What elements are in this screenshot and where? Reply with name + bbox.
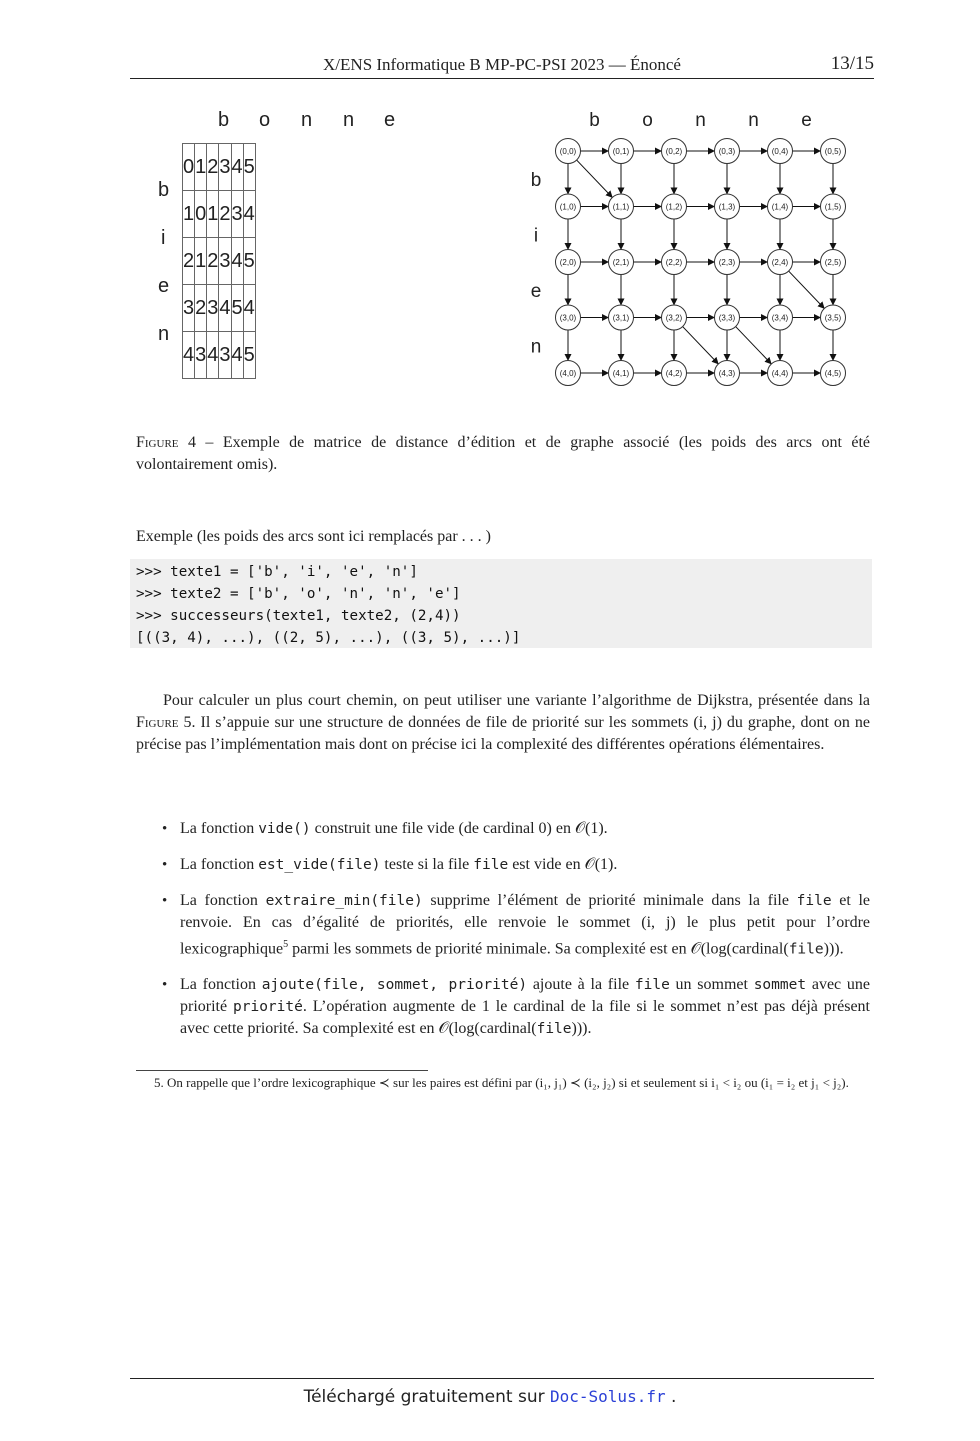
- paragraph-text: Pour calculer un plus court chemin, on peut utiliser une variante l’algorithme de Dijkstra, présentée dans la: [163, 692, 870, 709]
- matrix-row: [183, 238, 256, 285]
- graph-node-label: (1,2): [665, 202, 683, 212]
- graph-node: [609, 139, 634, 164]
- graph-node: [609, 361, 634, 386]
- graph-node-label: (2,5): [824, 258, 842, 267]
- graph-row-letter: i: [533, 225, 539, 247]
- item-text: ))).: [823, 940, 844, 958]
- graph-node-label: (0,3): [718, 147, 736, 156]
- item-text: . L’opération augmente de 1 le cardinal de la file si le sommet n’est pas déjà présent avec cette priorité. Sa complexité est en 𝒪(log(cardinal(: [180, 998, 871, 1038]
- code-line: >>> texte2 = ['b', 'o', 'n', 'n', 'e']: [136, 586, 461, 602]
- graph-node: [609, 305, 634, 330]
- header-title: X/ENS Informatique B MP-PC-PSI 2023 — Énoncé: [323, 55, 681, 74]
- matrix-row-letter: i: [161, 227, 166, 249]
- matrix-cell: 4: [219, 285, 231, 332]
- figure-label: Figure 4: [136, 434, 196, 451]
- matrix-col-letter: o: [259, 109, 271, 131]
- code-line: >>> successeurs(texte1, texte2, (2,4)): [136, 608, 461, 624]
- matrix-col-letter: n: [343, 109, 355, 131]
- inline-code: file: [788, 941, 824, 958]
- graph-node-label: (4,0): [559, 369, 577, 378]
- matrix-cell: 1: [195, 144, 207, 191]
- code-block: [130, 559, 872, 648]
- graph-node: [715, 139, 740, 164]
- item-text: construit une file vide (de cardinal 0) en 𝒪(1).: [310, 820, 608, 837]
- graph-node-label: (4,1): [612, 369, 630, 378]
- matrix-row: [183, 144, 256, 191]
- inline-code: sommet: [753, 977, 807, 994]
- matrix-row-letter: n: [158, 323, 170, 345]
- matrix-cell: 4: [183, 332, 195, 379]
- body-paragraph: [136, 690, 870, 756]
- matrix-cell: 3: [219, 332, 231, 379]
- list-item: [180, 818, 870, 840]
- code-line: >>> texte1 = ['b', 'i', 'e', 'n']: [136, 564, 418, 580]
- page-header: [130, 52, 874, 79]
- matrix-cell: 3: [195, 332, 207, 379]
- graph-node: [662, 139, 687, 164]
- item-text: teste si la file: [380, 856, 474, 873]
- graph-col-letter: o: [642, 110, 653, 131]
- graph-col-letter: n: [748, 110, 759, 131]
- footnote-marker: 5: [283, 939, 289, 950]
- matrix-row: [183, 332, 256, 379]
- graph-col-letter: e: [801, 110, 812, 131]
- matrix-cell: 1: [195, 238, 207, 285]
- graph-node: [662, 361, 687, 386]
- example-intro: Exemple (les poids des arcs sont ici remplacés par . . . ): [136, 528, 491, 545]
- graph-node-label: (4,5): [824, 369, 842, 378]
- graph-node-label: (3,4): [771, 313, 789, 323]
- graph-node: [662, 250, 687, 275]
- matrix-cell: 0: [183, 144, 195, 191]
- item-text: est vide en 𝒪(1).: [508, 856, 618, 873]
- matrix-cell: 4: [231, 144, 243, 191]
- graph-node-label: (1,1): [612, 202, 630, 212]
- item-text: La fonction: [180, 820, 259, 837]
- list-item: [180, 854, 870, 876]
- matrix-cell: 2: [219, 191, 231, 238]
- graph-node-label: (2,4): [771, 258, 789, 267]
- graph-node: [715, 250, 740, 275]
- graph-row-letter: e: [530, 280, 542, 302]
- graph-node: [768, 361, 793, 386]
- graph-col-letter: b: [589, 110, 600, 131]
- list-item: [180, 890, 870, 960]
- matrix-col-letter: b: [218, 109, 230, 131]
- graph-node: [821, 194, 846, 219]
- footer-divider: [130, 1378, 874, 1379]
- graph-node: [821, 139, 846, 164]
- paragraph-text: 5. Il s’appuie sur une structure de données de file de priorité sur les sommets (i, j) du graphe, dont on ne précise pas l’implémentation mais dont on précise ici la complexité des différentes opérations élémentaires.: [136, 714, 870, 753]
- inline-code: file: [473, 857, 509, 873]
- graph-node: [768, 194, 793, 219]
- matrix-cell: 4: [243, 191, 255, 238]
- graph-row-letter: n: [530, 336, 542, 358]
- matrix-cell: 5: [231, 285, 243, 332]
- graph-node-label: (4,3): [718, 369, 736, 378]
- graph-node: [556, 194, 581, 219]
- graph-node-label: (2,3): [718, 258, 736, 267]
- graph-node-label: (1,4): [771, 202, 789, 212]
- graph-node-label: (1,5): [824, 202, 842, 212]
- graph-node-label: (2,1): [612, 258, 630, 267]
- matrix-cell: 4: [243, 285, 255, 332]
- matrix-col-letter: e: [384, 109, 396, 131]
- graph-node: [609, 250, 634, 275]
- graph-node-label: (0,4): [771, 147, 789, 156]
- item-text: ))).: [571, 1020, 592, 1038]
- matrix-cell: 4: [231, 238, 243, 285]
- matrix-cell: 3: [219, 238, 231, 285]
- matrix-cell: 3: [207, 285, 219, 332]
- matrix-cell: 5: [243, 238, 255, 285]
- graph-node-label: (3,3): [718, 313, 736, 323]
- matrix-cell: 1: [207, 191, 219, 238]
- figure-caption: [136, 432, 870, 476]
- footer-text: .: [665, 1387, 677, 1407]
- graph-node: [556, 139, 581, 164]
- graph-edge: [577, 160, 612, 197]
- matrix-cell: 1: [183, 191, 195, 238]
- graph-node: [556, 361, 581, 386]
- matrix-cell: 3: [219, 144, 231, 191]
- graph-edge: [736, 327, 771, 364]
- inline-code: file: [634, 977, 670, 994]
- item-text: La fonction: [180, 856, 259, 873]
- matrix-cell: 2: [207, 238, 219, 285]
- graph-node-label: (3,1): [612, 313, 630, 323]
- item-text: parmi les sommets de priorité minimale. Sa complexité est en 𝒪(log(cardinal(: [288, 940, 789, 958]
- list-item: [180, 974, 870, 1040]
- matrix-cell: 4: [231, 332, 243, 379]
- matrix-row: [183, 285, 256, 332]
- graph-node: [556, 250, 581, 275]
- matrix-row-letter: e: [158, 275, 170, 297]
- item-text: La fonction: [180, 976, 262, 994]
- footer-link[interactable]: Doc-Solus.fr: [550, 1387, 666, 1406]
- bullet-list: [180, 818, 870, 1054]
- edit-distance-graph: [522, 105, 852, 390]
- graph-node-label: (3,5): [824, 313, 842, 323]
- matrix-cell: 5: [243, 144, 255, 191]
- code-line: [((3, 4), ...), ((2, 5), ...), ((3, 5), ...)]: [136, 630, 521, 646]
- graph-node: [715, 361, 740, 386]
- graph-node: [556, 305, 581, 330]
- graph-node: [768, 250, 793, 275]
- matrix-col-letter: n: [301, 109, 313, 131]
- page-footer: [0, 1387, 980, 1407]
- graph-node: [662, 194, 687, 219]
- graph-node: [768, 139, 793, 164]
- graph-node: [821, 305, 846, 330]
- matrix-cell: 2: [195, 285, 207, 332]
- matrix-cell: 3: [231, 191, 243, 238]
- item-text: ajoute à la file: [527, 976, 635, 994]
- item-text: avec une priorité: [180, 976, 870, 1016]
- graph-node: [715, 194, 740, 219]
- graph-node-label: (0,1): [612, 147, 630, 156]
- item-text: et le renvoie. En cas d’égalité de priorités, elle renvoie le sommet (i, j) le plus petit pour l’ordre lexicographique: [180, 892, 871, 958]
- matrix-cell: 5: [243, 332, 255, 379]
- graph-col-letter: n: [695, 110, 706, 131]
- graph-node: [768, 305, 793, 330]
- graph-node-label: (2,2): [665, 258, 683, 267]
- graph-node: [821, 250, 846, 275]
- matrix-cell: 2: [183, 238, 195, 285]
- inline-code: priorité: [233, 999, 303, 1016]
- item-text: un sommet: [669, 976, 754, 994]
- inline-code: extraire_min(file): [265, 893, 423, 909]
- matrix-cell: 0: [195, 191, 207, 238]
- graph-node: [715, 305, 740, 330]
- page-number: 13/15: [830, 53, 874, 74]
- graph-node: [821, 361, 846, 386]
- matrix-cell: 3: [183, 285, 195, 332]
- inline-code: ajoute(file, sommet, priorité): [261, 977, 528, 994]
- inline-code: file: [536, 1021, 572, 1038]
- graph-node-label: (0,0): [559, 147, 577, 156]
- graph-node-label: (0,2): [665, 147, 683, 156]
- graph-node: [609, 194, 634, 219]
- footnote: 5. On rappelle que l’ordre lexicographique ≺ sur les paires est défini par (i₁, j₁) ≺ (i₂, j₂) si et seulement si i₁ < i₂ ou (i₁ = i₂ et j₁ < j₂).: [154, 1075, 849, 1090]
- inline-code: file: [796, 893, 832, 909]
- graph-node-label: (3,2): [665, 313, 683, 323]
- graph-edge: [683, 327, 718, 364]
- graph-node-label: (0,5): [824, 147, 842, 156]
- graph-node: [662, 305, 687, 330]
- graph-row-letter: b: [530, 169, 542, 191]
- inline-code: vide(): [258, 821, 311, 837]
- graph-edge: [789, 271, 824, 308]
- matrix-row-letter: b: [158, 179, 170, 201]
- inline-code: est_vide(file): [258, 857, 381, 873]
- graph-node-label: (4,4): [771, 369, 789, 378]
- graph-node-label: (3,0): [559, 313, 577, 323]
- graph-node-label: (1,3): [718, 202, 736, 212]
- item-text: La fonction: [180, 892, 266, 909]
- graph-node-label: (2,0): [559, 258, 577, 267]
- item-text: supprime l’élément de priorité minimale dans la file: [422, 892, 797, 909]
- graph-node-label: (1,0): [559, 202, 577, 212]
- caption-text: – Exemple de matrice de distance d’édition et de graphe associé (les poids des arcs ont été volontairement omis).: [136, 434, 870, 473]
- footnote-divider: [136, 1070, 428, 1071]
- matrix-cell: 4: [207, 332, 219, 379]
- graph-node-label: (4,2): [665, 369, 683, 378]
- matrix-cell: 2: [207, 144, 219, 191]
- matrix-row: [183, 191, 256, 238]
- footer-text: Téléchargé gratuitement sur: [303, 1387, 550, 1407]
- figure-reference: Figure: [136, 714, 179, 731]
- matrix-table: [182, 143, 256, 379]
